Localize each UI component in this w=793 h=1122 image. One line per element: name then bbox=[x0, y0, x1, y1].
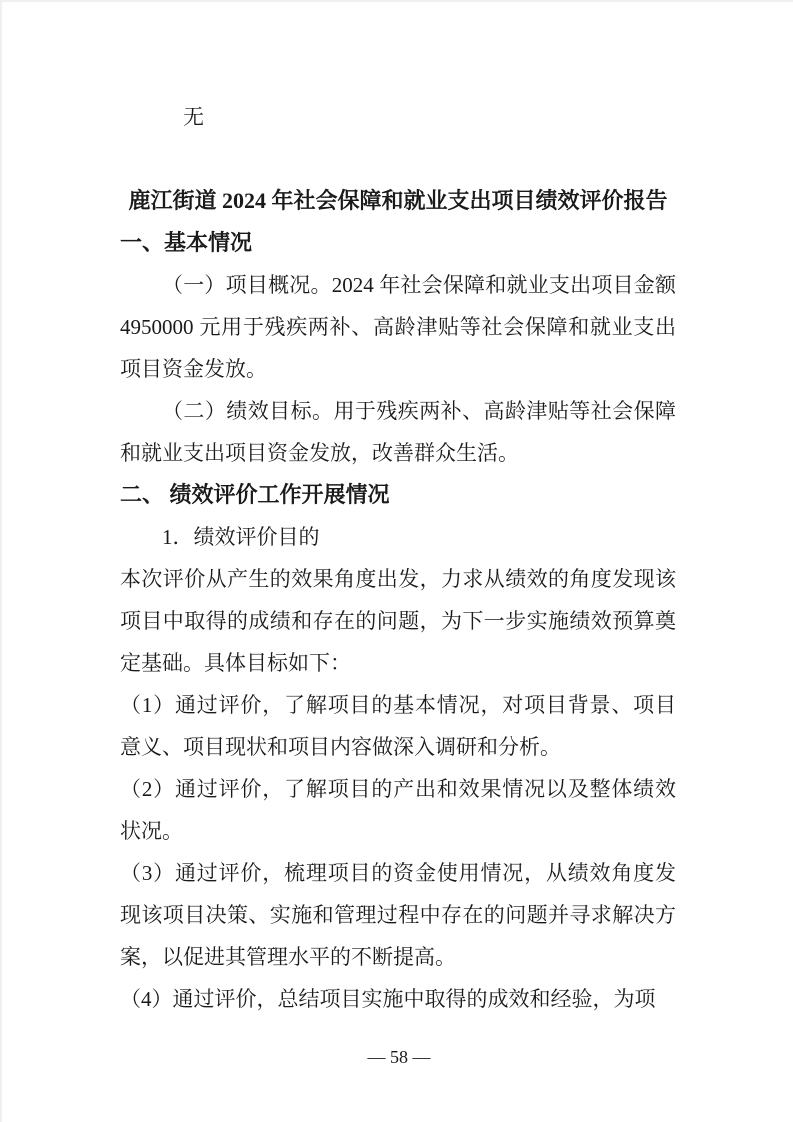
para-project-overview: （一）项目概况。2024 年社会保障和就业支出项目金额 4950000 元用于残疾两补、高龄津贴等社会保障和就业支出项目资金发放。 bbox=[120, 273, 676, 381]
subheading-evaluation-purpose: 1．绩效评价目的 bbox=[162, 525, 320, 549]
report-title: 鹿江街道 2024 年社会保障和就业支出项目绩效评价报告 bbox=[128, 188, 668, 213]
leading-text: 无 bbox=[183, 105, 204, 129]
para-objective-3: （3）通过评价，梳理项目的资金使用情况，从绩效角度发现该项目决策、实施和管理过程中存在的问题并寻求解决方案，以促进其管理水平的不断提高。 bbox=[120, 861, 676, 969]
para-performance-goal: （二）绩效目标。用于残疾两补、高龄津贴等社会保障和就业支出项目资金发放，改善群众生活。 bbox=[120, 399, 676, 465]
heading-evaluation-work: 二、 绩效评价工作开展情况 bbox=[120, 482, 390, 507]
para-objective-2: （2）通过评价，了解项目的产出和效果情况以及整体绩效状况。 bbox=[120, 777, 676, 843]
page-number: — 58 — bbox=[367, 1047, 431, 1067]
para-evaluation-intro: 本次评价从产生的效果角度出发，力求从绩效的角度发现该项目中取得的成绩和存在的问题，为下一步实施绩效预算奠定基础。具体目标如下： bbox=[120, 567, 676, 675]
document-body bbox=[120, 96, 676, 1020]
para-objective-1: （1）通过评价，了解项目的基本情况，对项目背景、项目意义、项目现状和项目内容做深入调研和分析。 bbox=[120, 693, 676, 759]
blank-line bbox=[120, 138, 676, 180]
heading-basic-info: 一、基本情况 bbox=[120, 230, 253, 255]
para-objective-4: （4）通过评价，总结项目实施中取得的成效和经验，为项 bbox=[120, 987, 656, 1011]
